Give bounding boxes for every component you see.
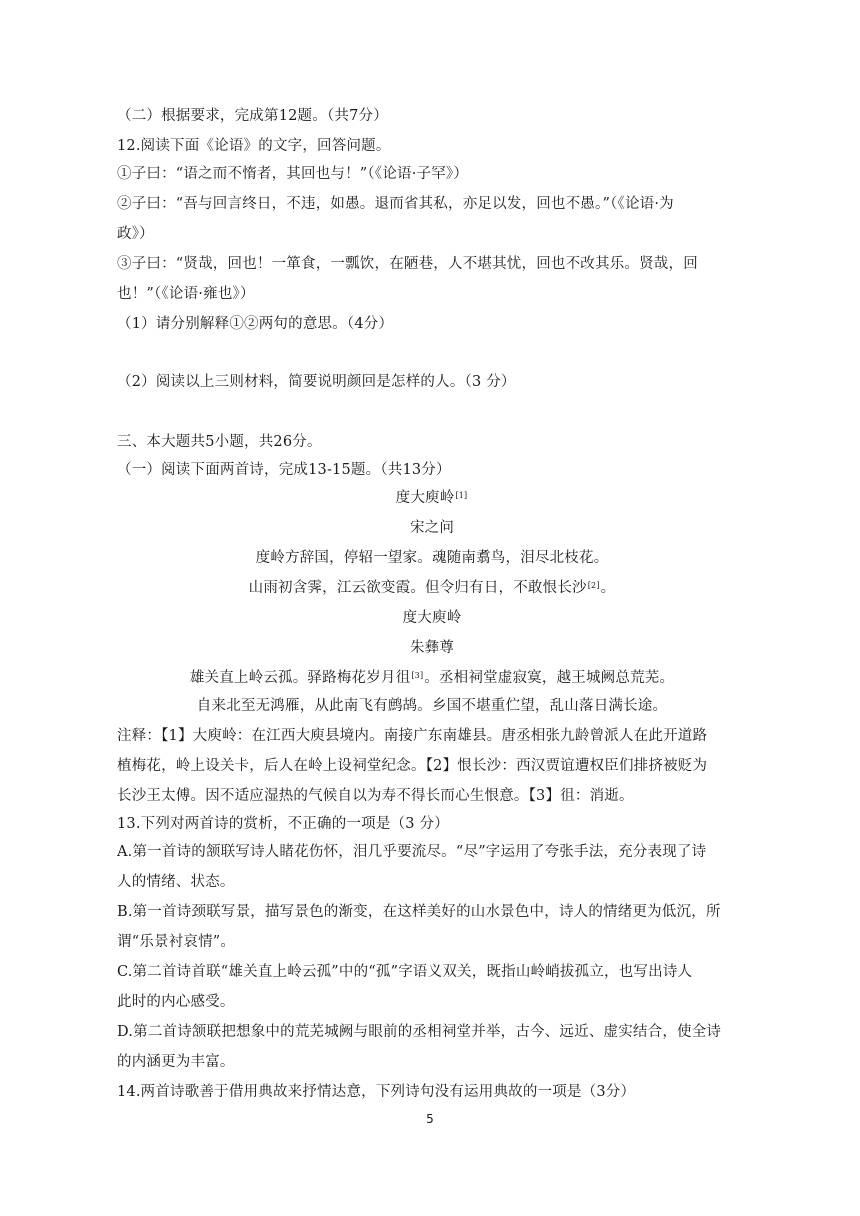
poem-1-line-2 [117,578,747,598]
q12-subquestion-2: （2）阅读以上三则材料，简要说明颜回是怎样的人。（3 分） [117,374,516,390]
footnote-marker-2: [2] [587,581,600,590]
q13-option-c-line-2: 此时的内心感受。 [117,994,235,1010]
poem-1-line-2-text-b: 。 [600,580,616,596]
q12-quote-1: ①子曰：“语之而不惰者，其回也与！”（《论语·子罕》） [117,166,469,182]
q14-title: 14.两首诗歌善于借用典故来抒情达意，下列诗句没有运用典故的一项是（3分） [117,1084,636,1100]
section-3-header: 三、本大题共5小题，共26分。 [117,434,322,450]
section-2-header: （二）根据要求，完成第12题。（共7分） [117,108,388,124]
q13-option-c-line-1: C.第二首诗首联“雄关直上岭云孤”中的“孤”字语义双关，既指山岭峭拔孤立，也写出诗人 [117,964,693,980]
q12-title: 12.阅读下面《论语》的文字，回答问题。 [117,138,391,154]
poem-2-line-1-text-a: 雄关直上岭云孤。驿路梅花岁月徂 [189,670,411,686]
poem-1-title-text: 度大庾岭 [395,490,455,506]
notes-line-1: 注释：【1】大庾岭：在江西大庾县境内。南接广东南雄县。唐丞相张九龄曾派人在此开道路 [117,728,708,744]
poem-2-title: 度大庾岭 [402,610,462,626]
q12-subquestion-1: （1）请分别解释①②两句的意思。（4分） [117,316,394,332]
poem-1-author: 宋之问 [409,520,455,536]
page-number: 5 [426,1112,434,1126]
poem-2-line-2: 自来北至无鸿雁，从此南飞有鹧鸪。乡国不堪重伫望，乱山落日满长途。 [196,698,668,714]
q12-quote-3-line-1: ③子曰：“贤哉，回也！一箪食，一瓢饮，在陋巷，人不堪其忧，回也不改其乐。贤哉，回 [117,256,698,272]
poem-2-line-1-text-b: 。丞相祠堂虚寂寞，越王城阙总荒芜。 [424,670,675,686]
notes-line-2: 植梅花，岭上设关卡，后人在岭上设祠堂纪念。【2】恨长沙：西汉贾谊遭权臣们排挤被贬为 [117,758,708,774]
footnote-marker-1: [1] [455,491,468,500]
q12-quote-2-line-2: 政》） [117,226,154,242]
poem-2-author: 朱彝尊 [409,640,455,656]
poem-1-line-2-text-a: 山雨初含霁，江云欲变霞。但令归有日，不敢恨长沙 [248,580,587,596]
poem-1-line-1: 度岭方辞国，停轺一望家。魂随南翥鸟，泪尽北枝花。 [255,550,609,566]
poem-1-title [117,488,747,508]
part-1-header: （一）阅读下面两首诗，完成13-15题。（共13分） [117,462,451,478]
q13-title: 13.下列对两首诗的赏析，不正确的一项是（3 分） [117,816,449,832]
q13-option-a-line-1: A.第一首诗的颔联写诗人睹花伤怀，泪几乎要流尽。“尽”字运用了夸张手法，充分表现了诗 [117,844,707,860]
q13-option-d-line-1: D.第二首诗颔联把想象中的荒芜城阙与眼前的丞相祠堂并举，古今、远近、虚实结合，使全诗 [117,1024,722,1040]
notes-line-3: 长沙王太傅。因不适应湿热的气候自以为寿不得长而心生恨意。【3】徂：消逝。 [117,788,634,804]
q12-quote-3-line-2: 也！”（《论语·雍也》） [117,286,255,302]
q13-option-d-line-2: 的内涵更为丰富。 [117,1054,235,1070]
q12-quote-2-line-1: ②子曰：“吾与回言终日，不违，如愚。退而省其私，亦足以发，回也不愚。”（《论语·为 [117,196,674,212]
poem-2-line-1 [117,668,747,688]
q13-option-b-line-2: 谓“乐景衬哀情”。 [117,934,236,950]
q13-option-a-line-2: 人的情绪、状态。 [117,874,235,890]
footnote-marker-3: [3] [411,671,424,680]
q13-option-b-line-1: B.第一首诗颈联写景，描写景色的渐变，在这样美好的山水景色中，诗人的情绪更为低沉，所 [117,904,721,920]
